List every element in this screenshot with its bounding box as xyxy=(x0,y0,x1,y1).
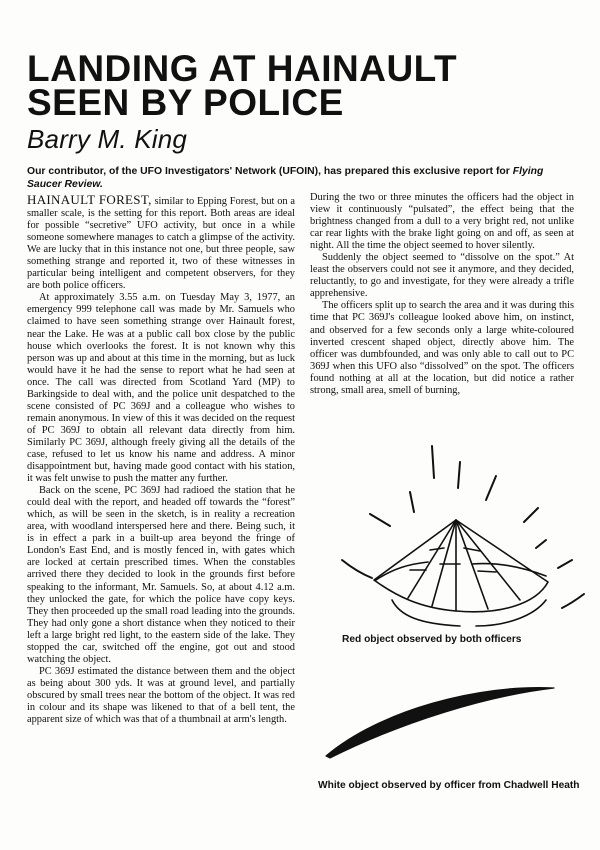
figure-caption-white-object: White object observed by officer from Chadwell Heath xyxy=(318,780,580,791)
tent-seam xyxy=(432,520,456,606)
ray xyxy=(432,446,434,478)
paragraph xyxy=(27,194,295,292)
tent-seam xyxy=(456,520,520,600)
ray xyxy=(370,514,390,526)
paragraph: Back on the scene, PC 369J had radioed the station that he could deal with the report, and headed off towards the “forest” which, as will be seen in the sketch, is in reality a recreation area, with woodland interspersed here and there. Being such, it is in effect a park in a built-up area beyond the fringe of London's East End, and is mostly fenced in, with gates which are locked at certain prescribed times. When the constables arrived there they decided to look in the grounds first before speaking to the informant, Mr. Samuels. So, at about 4.12 a.m. they unlocked the gate, for which the police have copy keys. They then proceeded up the small road leading into the grounds. They had only gone a short distance when they noticed to their left a large bright red light, to the eastern side of the lake. They stopped the car, switched off the engine, got out and stood watching the object. xyxy=(27,485,295,665)
ray xyxy=(536,540,546,548)
object-sketches xyxy=(310,440,590,790)
figure-caption-red-object: Red object observed by both officers xyxy=(342,634,522,645)
paragraph-text: similar to Epping Forest, but on a smaller scale, is the setting for this report. Both areas are ideal for possible “secretive” UFO activity, but once in a while someone somewhere manages to catch a glimpse of the activity. We are lucky that in this instance not one, but three people, saw something strange and reported it, two of these witnesses in particular being intelligent and competent observers, for they are both police officers. xyxy=(27,196,295,292)
dropcap-lead: HAINAULT FOREST, xyxy=(27,192,152,207)
bell-tent-outline xyxy=(374,520,548,626)
ray xyxy=(342,560,372,578)
paragraph: At approximately 3.55 a.m. on Tuesday May 3, 1977, an emergency 999 telephone call was made by Mr. Samuels who claimed to have seen something strange over Hainault forest, near the Lake. He was at a public call box close by the public house which overlooks the forest. It is not known why this person was up and about at this time in the morning, but as luck would have it he had the sense to report what he had seen at once. The call was directed from Scotland Yard (MP) to Barkingside to deal with, and the police unit despatched to the scene consisted of PC 369J and a colleague who wishes to remain anonymous. In view of this it was decided on the request of PC 369J to obtain all relevant data directly from him. Similarly PC 369J, although freely giving all the details of the case, refused to let us know his name and address. A minor disappointment but, having made good contact with his station, it was felt unwise to push the matter any further. xyxy=(27,292,295,485)
red-object-sketch xyxy=(342,446,584,626)
tent-band xyxy=(430,548,444,550)
ray xyxy=(562,594,584,608)
intro-text: Our contributor, of the UFO Investigators' Network (UFOIN), has prepared this exclusive report for xyxy=(27,166,513,177)
intro-standfirst xyxy=(27,166,567,191)
headline-line-1: LANDING AT HAINAULT xyxy=(27,48,458,89)
left-column xyxy=(27,194,295,726)
ray xyxy=(486,476,496,500)
headline xyxy=(27,48,587,123)
tent-band xyxy=(478,571,496,572)
paragraph: Suddenly the object seemed to “dissolve on the spot.” At least the observers could not see it anymore, and they decided, reluctantly, to go and investigate, for they were already a trifle apprehensive. xyxy=(310,252,574,300)
ray xyxy=(458,462,460,488)
paragraph: During the two or three minutes the officers had the object in view it continuously “pulsated”, the effect being that the brightness changed from a dull to a very bright red, not unlike car rear lights with the brake light going on and off, as seen at night. All the time the object seemed to hover silently. xyxy=(310,192,574,252)
white-crescent-sketch xyxy=(326,688,554,758)
publication-name: Flying Saucer Review. xyxy=(27,166,544,190)
crescent-shape xyxy=(326,688,554,758)
ray xyxy=(558,560,572,568)
paragraph: The officers split up to search the area and it was during this time that PC 369J's colleague looked above him, on instinct, and observed for a few seconds only a large white-coloured inverted crescent shaped object, directly above him. The officer was dumbfounded, and was only able to call out to PC 369J when this UFO also “dissolved” on the spot. The officers found nothing at all at the location, but did notice a rather strong, small area, smell of burning, xyxy=(310,300,574,396)
headline-line-2: SEEN BY POLICE xyxy=(27,82,344,123)
tent-seam xyxy=(408,520,456,598)
ray xyxy=(410,492,414,512)
tent-shadow xyxy=(392,600,460,626)
paragraph: PC 369J estimated the distance between them and the object as being about 300 yds. It was at ground level, and partially obscured by small trees near the bottom of the object. It was red in colour and its shape was likened to that of a bell tent, the apparent size of which was that of a thumbnail at arm's length. xyxy=(27,665,295,726)
right-column xyxy=(310,192,574,397)
author-byline: Barry M. King xyxy=(27,124,188,154)
ray xyxy=(524,508,538,522)
